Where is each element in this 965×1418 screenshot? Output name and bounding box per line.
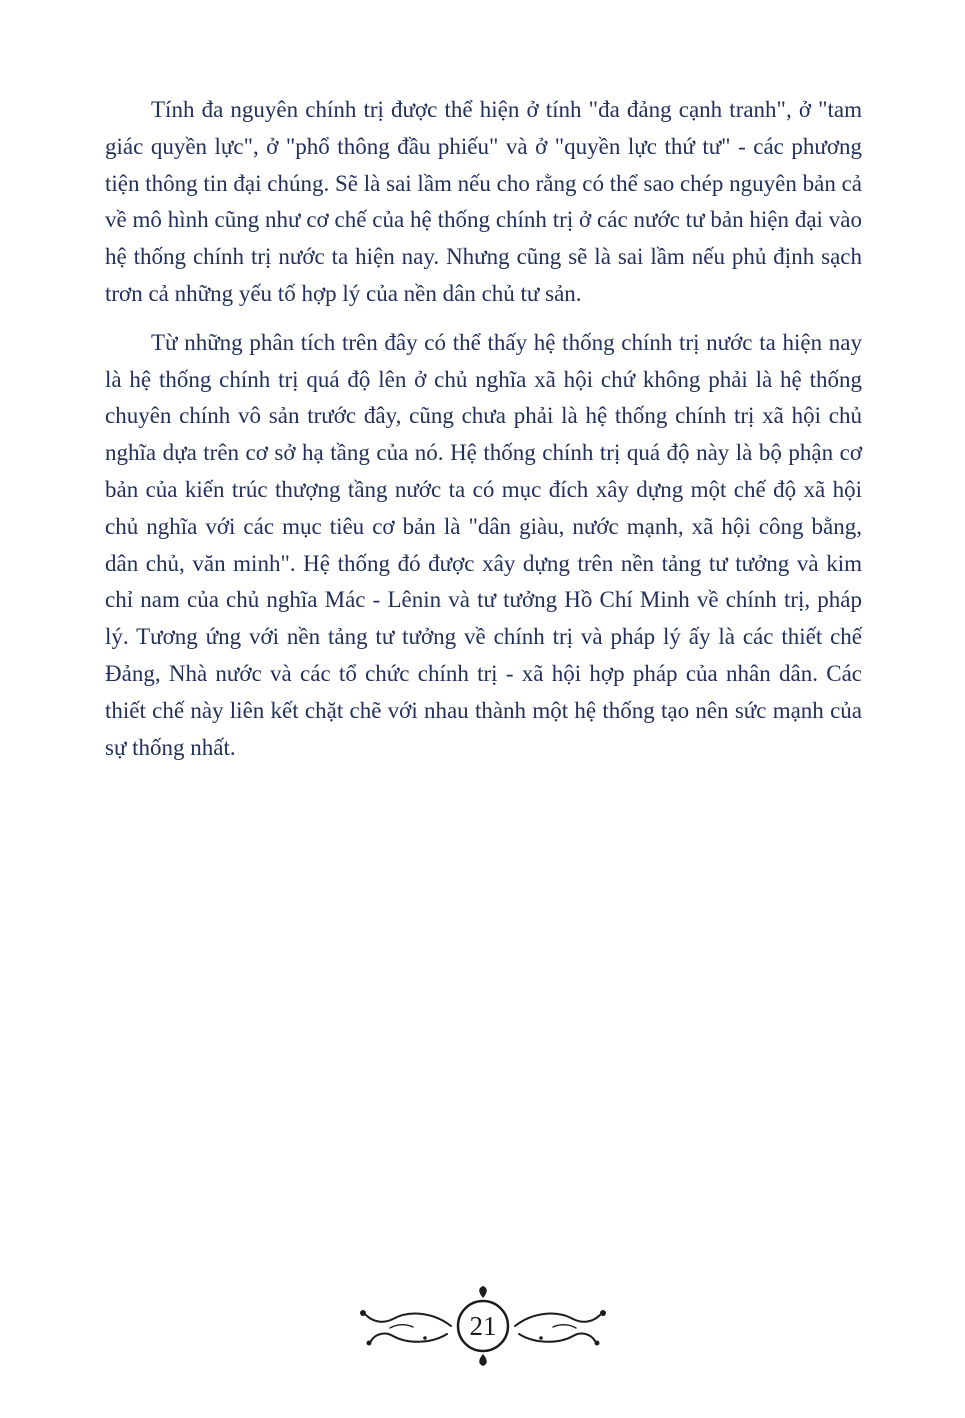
page-ornament [333,1286,633,1366]
ornament-top-leaf [479,1286,487,1298]
paragraph: Từ những phân tích trên đây có thể thấy hệ thống chính trị nước ta hiện nay là hệ thống chính trị quá độ lên ở chủ nghĩa xã hội chứ không phải là hệ thống chuyên chính vô sản trước đây, cũng chưa phải là hệ thống chính trị xã hội chủ nghĩa dựa trên cơ sở hạ tầng của nó. Hệ thống chính trị quá độ này là bộ phận cơ bản của kiến trúc thượng tầng nước ta có mục đích xây dựng một chế độ xã hội chủ nghĩa với các mục tiêu cơ bản là "dân giàu, nước mạnh, xã hội công bằng, dân chủ, văn minh". Hệ thống đó được xây dựng trên nền tảng tư tưởng và kim chỉ nam của chủ nghĩa Mác - Lênin và tư tưởng Hồ Chí Minh về chính trị, pháp lý. Tương ứng với nền tảng tư tưởng về chính trị và pháp lý ấy là các thiết chế Đảng, Nhà nước và các tổ chức chính trị - xã hội hợp pháp của nhân dân. Các thiết chế này liên kết chặt chẽ với nhau thành một hệ thống tạo nên sức mạnh của sự thống nhất. [105,329,862,760]
paragraph: Tính đa nguyên chính trị được thể hiện ở tính "đa đảng cạnh tranh", ở "tam giác quyền lực", ở "phổ thông đầu phiếu" và ở "quyền lực thứ tư" - các phương tiện thông tin đại chúng. Sẽ là sai lầm nếu cho rằng có thể sao chép nguyên bản cả về mô hình cũng như cơ chế của hệ thống chính trị ở các nước tư bản hiện đại vào hệ thống chính trị nước ta hiện nay. Nhưng cũng sẽ là sai lầm nếu phủ định sạch trơn cả những yếu tố hợp lý của nền dân chủ tư sản. [105,97,862,306]
ornament-right-flourish [515,1310,606,1346]
text-block [105,92,862,778]
page-footer [0,1286,965,1366]
page-number: 21 [469,1311,496,1341]
ornament-bottom-leaf [479,1354,487,1366]
ornament-left-flourish [360,1310,451,1346]
